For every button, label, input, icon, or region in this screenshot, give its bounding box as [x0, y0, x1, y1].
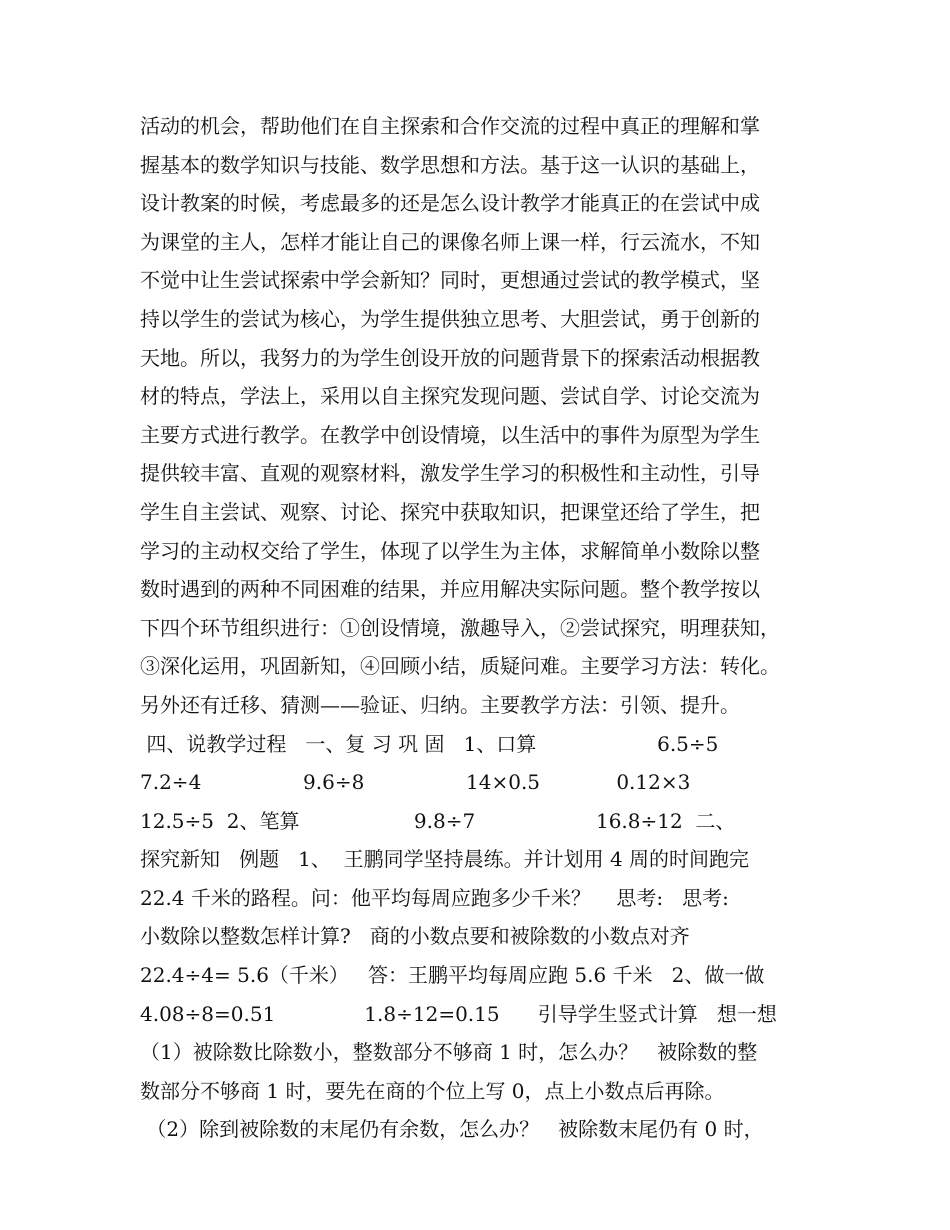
- text-line: 学生自主尝试、观察、讨论、探究中获取知识，把课堂还给了学生，把: [140, 499, 760, 524]
- text-line: 握基本的数学知识与技能、数学思想和方法。基于这一认识的基础上，: [140, 152, 760, 177]
- text-line: 活动的机会，帮助他们在自主探索和合作交流的过程中真正的理解和掌: [140, 114, 760, 138]
- text-line: 另外还有迁移、猜测——验证、归纳。主要教学方法：引领、提升。: [140, 692, 740, 717]
- body-text: [140, 107, 830, 1149]
- text-line: 学习的主动权交给了学生，体现了以学生为主体，求解简单小数除以整: [140, 538, 760, 563]
- text-line: 不觉中让生尝试探索中学会新知？同时，更想通过尝试的教学模式，坚: [140, 268, 760, 293]
- text-line: 持以学生的尝试为核心，为学生提供独立思考、大胆尝试，勇于创新的: [140, 306, 760, 331]
- text-line: （1）被除数比除数小，整数部分不够商 1 时，怎么办？ 被除数的整: [140, 1040, 758, 1065]
- text-line: 12.5÷5 2、笔算 9.8÷7 16.8÷12 二、: [140, 808, 736, 833]
- text-line: 22.4÷4= 5.6（千米） 答：王鹏平均每周应跑 5.6 千米 2、做一做: [140, 963, 765, 988]
- text-line: 小数除以整数怎样计算? 商的小数点要和被除数的小数点对齐: [140, 924, 690, 949]
- text-line: 数部分不够商 1 时，要先在商的个位上写 0，点上小数点后再除。: [140, 1078, 725, 1103]
- text-line: 主要方式进行教学。在教学中创设情境，以生活中的事件为原型为学生: [140, 422, 760, 447]
- text-line: 22.4 千米的路程。问：他平均每周应跑多少千米？ 思考: 思考:: [140, 885, 729, 910]
- section-heading-line: 四、说教学过程 一、复 习 巩 固 1、口算 6.5÷5: [140, 731, 719, 756]
- text-line: 为课堂的主人，怎样才能让自己的课像名师上课一样，行云流水，不知: [140, 229, 760, 254]
- text-line: 探究新知 例题 1、 王鹏同学坚持晨练。并计划用 4 周的时间跑完: [140, 847, 750, 872]
- text-line: 7.2÷4 9.6÷8 14×0.5 0.12×3: [140, 770, 691, 795]
- text-line: 提供较丰富、直观的观察材料，激发学生学习的积极性和主动性，引导: [140, 461, 760, 486]
- text-line: （2）除到被除数的末尾仍有余数，怎么办？ 被除数末尾仍有 0 时，: [140, 1117, 764, 1142]
- text-line: 下四个环节组织进行：①创设情境，激趣导入，②尝试探究，明理获知，: [140, 615, 780, 640]
- text-line: ③深化运用，巩固新知，④回顾小结，质疑问难。主要学习方法：转化。: [140, 654, 780, 679]
- text-line: 天地。所以，我努力的为学生创设开放的问题背景下的探索活动根据教: [140, 345, 760, 370]
- text-line: 数时遇到的两种不同困难的结果，并应用解决实际问题。整个教学按以: [140, 577, 760, 602]
- text-line: 设计教案的时候，考虑最多的还是怎么设计教学才能真正的在尝试中成: [140, 191, 760, 216]
- text-line: 4.08÷8=0.51 1.8÷12=0.15 引导学生竖式计算 想一想: [140, 1001, 777, 1026]
- text-line: 材的特点，学法上，采用以自主探究发现问题、尝试自学、讨论交流为: [140, 384, 760, 409]
